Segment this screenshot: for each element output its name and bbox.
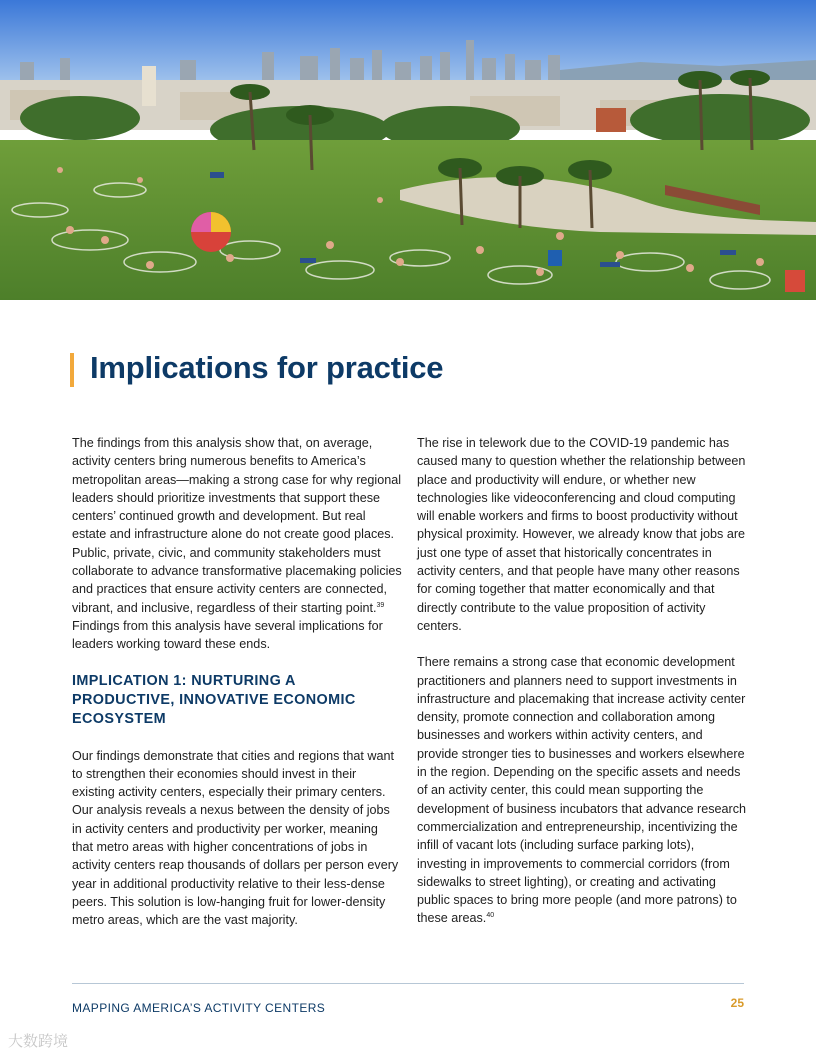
paragraph-text: There remains a strong case that economic development practitioners and planners need to support investments in infrastructure and placemaking that increase activity center density, promote connection and collaboration among businesses and workers within activity centers, and provide stronger ties to businesses and workers elsewhere in the region. Depending on the specific assets and needs of an activity center, this could mean supporting the development of business incubators that advance research commercialization and entrepreneurship, incentivizing the infill of vacant lots (including surface parking lots), investing in improvements to commercial corridors (from sidewalks to street lighting), or creating and activating public spaces to bring more people (and more patrons) to these areas. bbox=[417, 655, 747, 926]
park-cityscape-photo-icon bbox=[0, 0, 816, 300]
hero-photo bbox=[0, 0, 816, 300]
body-paragraph bbox=[72, 434, 402, 654]
footnote-ref: 39 bbox=[376, 601, 385, 609]
footnote-ref: 40 bbox=[486, 912, 495, 920]
left-column bbox=[72, 434, 402, 930]
page-title: Implications for practice bbox=[90, 350, 444, 385]
right-column bbox=[417, 434, 747, 928]
implication-heading: IMPLICATION 1: NURTURING A PRODUCTIVE, INNOVATIVE ECONOMIC ECOSYSTEM bbox=[72, 672, 356, 727]
paragraph-text: Findings from this analysis have several implications for leaders working toward these ends. bbox=[72, 618, 383, 652]
watermark-logo: 大数跨境 bbox=[8, 1033, 69, 1050]
footer-divider bbox=[72, 983, 744, 984]
paragraph-text: The findings from this analysis show that, on average, activity centers bring numerous benefits to America’s metropolitan areas—making a strong case for why regional leaders should prioritize investments that support these centers’ continued growth and development. But real estate and infrastructure alone do not create good places. Public, private, civic, and community stakeholders must collaborate to advance transformative placemaking policies and practices that ensure activity centers are connected, vibrant, and inclusive, regardless of their starting point. bbox=[72, 436, 402, 615]
page-number: 25 bbox=[730, 996, 744, 1010]
footer-report-title: MAPPING AMERICA’S ACTIVITY CENTERS bbox=[72, 1001, 326, 1015]
body-paragraph bbox=[417, 653, 747, 927]
body-paragraph: Our findings demonstrate that cities and regions that want to strengthen their economies should invest in their existing activity centers, especially their primary centers. Our analysis reveals a nexus between the density of jobs in activity centers and productivity per worker, meaning that metro areas with higher concentrations of jobs in activity centers reap thousands of dollars per person every year in additional productivity relative to their less-dense peers. This solution is low-hanging fruit for lower-density metro areas, which are the vast majority. bbox=[72, 748, 399, 928]
title-accent-bar bbox=[70, 353, 74, 387]
body-paragraph: The rise in telework due to the COVID-19 pandemic has caused many to question whether the relationship between place and productivity will endure, or whether new technologies like videoconferencing and cloud computing will enable workers and firms to boost productivity without physical proximity. However, we already know that jobs are just one type of asset that historically concentrates in activity centers, and that people have many other reasons for coming together that matter economically and that directly contribute to the value proposition of activity centers. bbox=[417, 436, 746, 633]
